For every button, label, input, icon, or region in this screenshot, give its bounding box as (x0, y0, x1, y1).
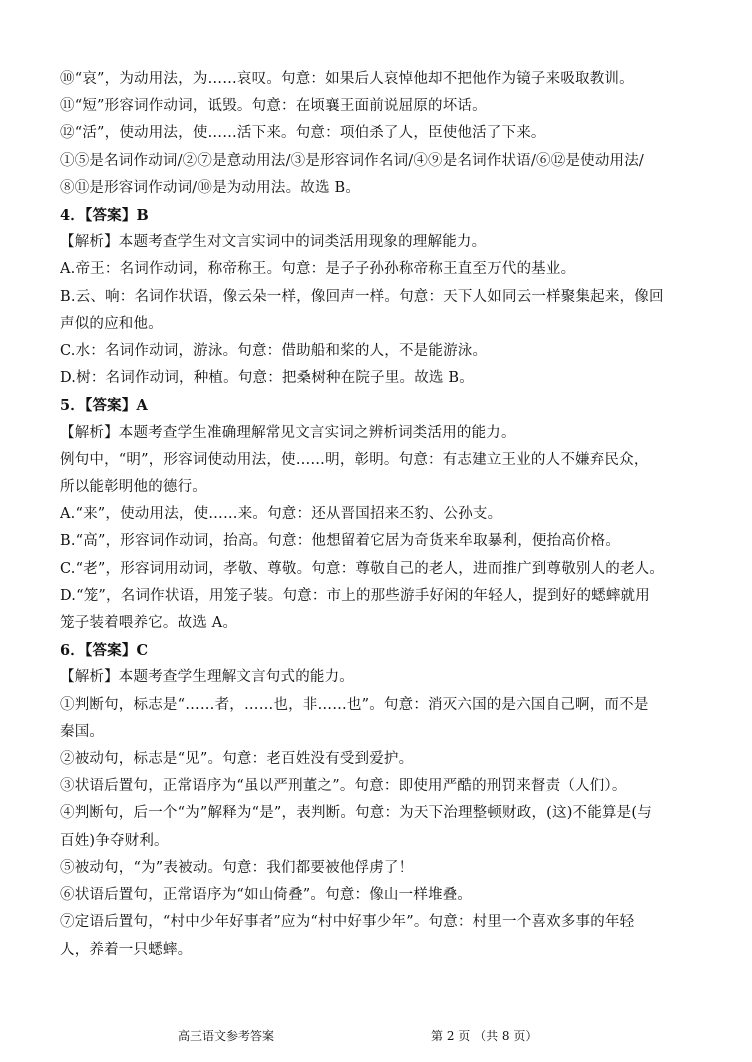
text-line: ②被动句，标志是“见”。句意：老百姓没有受到爱护。 (60, 751, 414, 768)
question-4-answer: 4．【答案】B (60, 207, 149, 225)
text-line: C.“老”，形容词用动词，孝敬、尊敬。句意：尊敬自己的老人，进而推广到尊敬别人的老人。 (60, 560, 665, 577)
text-line: 笼子装着喂养它。故选 A。 (60, 615, 238, 632)
text-line: B.云、响：名词作状语，像云朵一样，像回声一样。句意：天下人如同云一样聚集起来，像回 (60, 288, 664, 305)
text-line: 声似的应和他。 (60, 315, 163, 332)
text-line: 【解析】本题考查学生对文言实词中的词类活用现象的理解能力。 (60, 234, 487, 251)
text-line: ⑦定语后置句，“村中少年好事者”应为“村中好事少年”。句意：村里一个喜欢多事的年轻 (60, 914, 635, 931)
text-line: 例句中，“明”，形容词使动用法，使……明，彰明。句意：有志建立王业的人不嫌弃民众， (60, 451, 649, 468)
text-line: 人，养着一只蟋蟀。 (60, 941, 193, 958)
question-6-answer: 6．【答案】C (60, 642, 149, 660)
text-line: D.树：名词作动词，种植。句意：把桑树种在院子里。故选 B。 (60, 370, 474, 387)
text-line: ④判断句，后一个“为”解释为“是”，表判断。句意：为天下治理整顿财政，(这)不能算是(与 (60, 805, 652, 822)
text-line: 所以能彰明他的德行。 (60, 479, 207, 496)
text-line: ③状语后置句，正常语序为“虽以严刑董之”。句意：即使用严酷的刑罚来督责（人们）。 (60, 778, 627, 795)
text-line: ⑧⑪是形容词作动词/⑩是为动用法。故选 B。 (60, 179, 361, 196)
text-line: ①⑤是名词作动词/②⑦是意动用法/③是形容词作名词/④⑨是名词作状语/⑥⑫是使动用法/ (60, 152, 645, 169)
text-line: ⑪“短”形容词作动词，诋毁。句意：在顷襄王面前说屈原的坏话。 (60, 98, 487, 115)
text-line: C.水：名词作动词，游泳。句意：借助船和桨的人，不是能游泳。 (60, 343, 488, 360)
text-line: A.帝王：名词作动词，称帝称王。句意：是子子孙孙称帝称王直至万代的基业。 (60, 261, 576, 278)
footer-title: 高三语文参考答案 (178, 1029, 275, 1043)
text-line: 秦国。 (60, 723, 105, 740)
question-5-answer: 5．【答案】A (60, 397, 148, 415)
text-line: ⑤被动句，“为”表被动。句意：我们都要被他俘虏了！ (60, 859, 414, 876)
text-line: ⑫“活”，使动用法，使……活下来。句意：项伯杀了人，臣使他活了下来。 (60, 125, 546, 142)
text-line: ⑩“哀”，为动用法，为……哀叹。句意：如果后人哀悼他却不把他作为镜子来吸取教训。 (60, 71, 634, 87)
text-line: ①判断句，标志是“……者，……也，非……也”。句意：消灭六国的是六国自己啊，而不是 (60, 696, 649, 713)
page-number: 第 2 页 （共 8 页） (431, 1029, 538, 1043)
text-line: 【解析】本题考查学生准确理解常见文言实词之辨析词类活用的能力。 (60, 424, 516, 441)
text-line: A.“来”，使动用法，使……来。句意：还从晋国招来丕豹、公孙支。 (60, 506, 503, 523)
text-line: 【解析】本题考查学生理解文言句式的能力。 (60, 669, 354, 686)
text-line: ⑥状语后置句，正常语序为“如山倚叠”。句意：像山一样堆叠。 (60, 887, 473, 904)
text-line: B.“高”，形容词作动词，抬高。句意：他想留着它居为奇货来牟取暴利，便抬高价格。 (60, 533, 621, 550)
text-line: D.“笼”，名词作状语，用笼子装。句意：市上的那些游手好闲的年轻人，提到好的蟋蟀就用 (60, 587, 650, 604)
text-line: 百姓)争夺财利。 (60, 832, 169, 849)
answer-content (60, 66, 696, 964)
